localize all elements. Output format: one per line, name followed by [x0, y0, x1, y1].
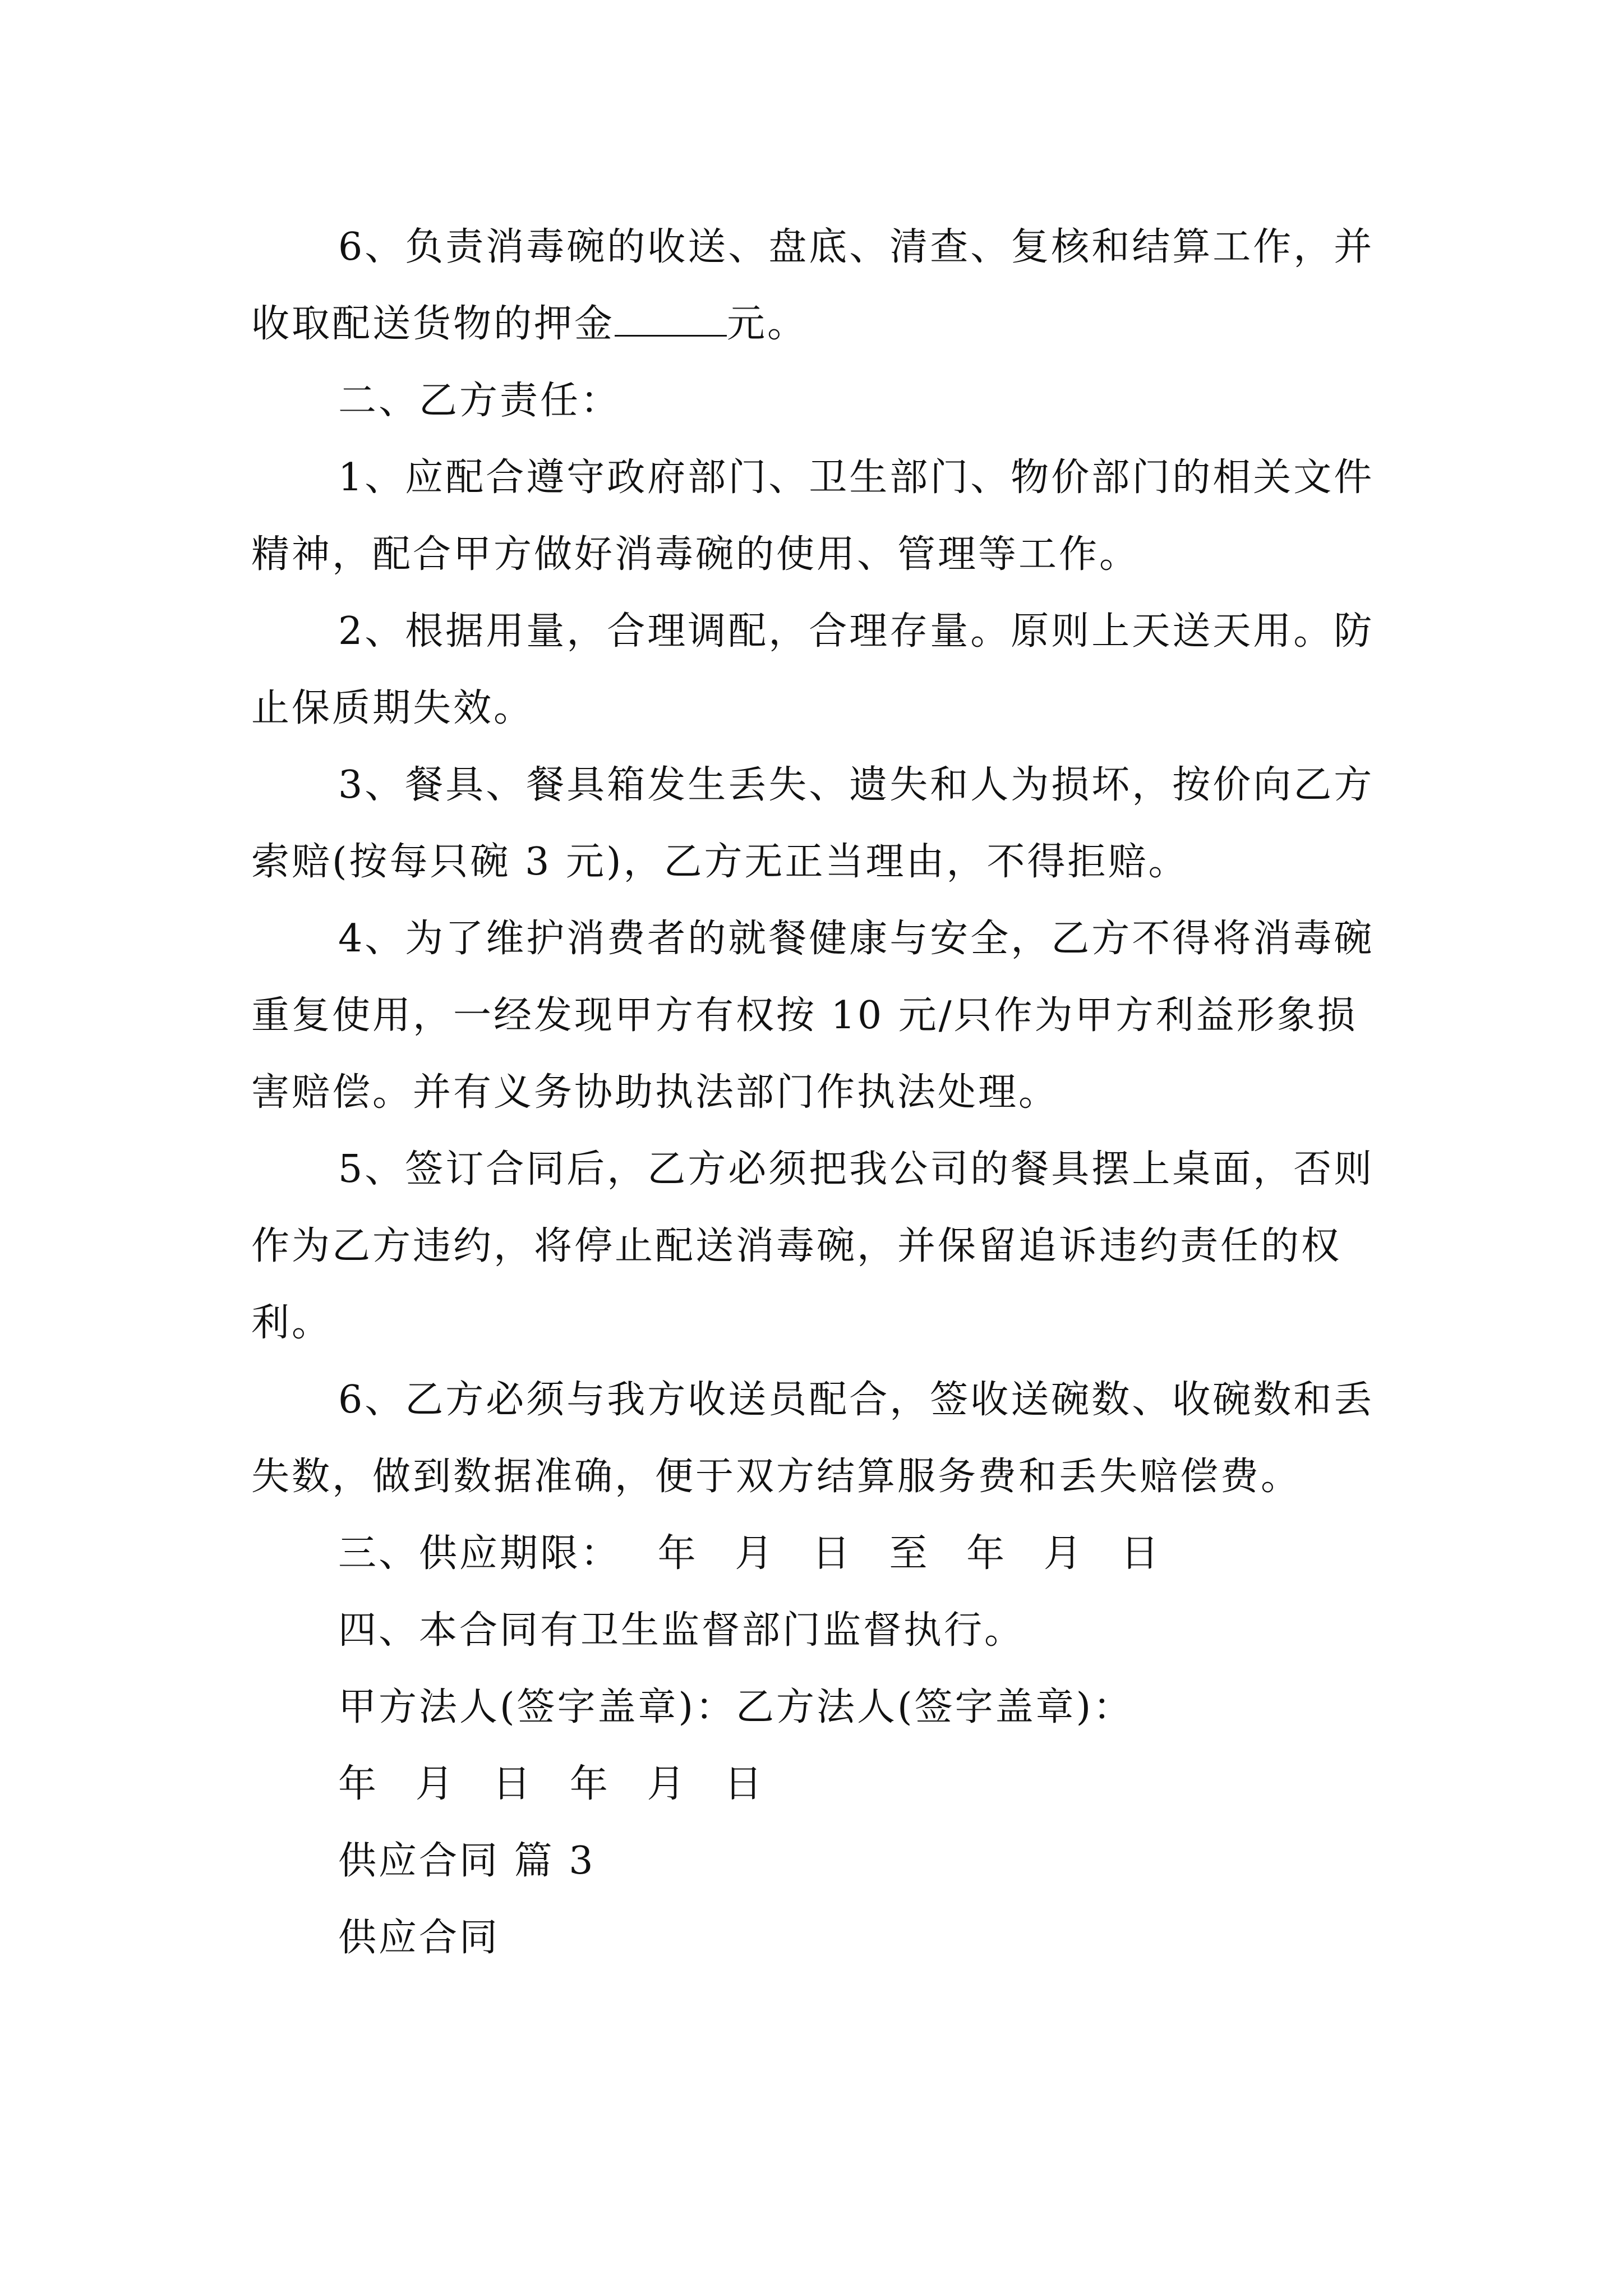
signature-line: 甲方法人(签字盖章)：乙方法人(签字盖章)：	[338, 1685, 1134, 1729]
clause-b4: 4、为了维护消费者的就餐健康与安全，乙方不得将消毒碗重复使用，一经发现甲方有权按 10 元/只作为甲方利益形象损害赔偿。并有义务协助执法部门作执法处理。	[251, 917, 1375, 1115]
supply-period: 三、供应期限： 年 月 日 至 年 月 日	[338, 1531, 1161, 1576]
document-body	[251, 209, 1384, 1976]
section-heading-party-b: 二、乙方责任：	[338, 379, 621, 423]
clause-b3: 3、餐具、餐具箱发生丢失、遗失和人为损坏，按价向乙方索赔(按每只碗 3 元)，乙方无正当理由，不得拒赔。	[251, 763, 1375, 884]
clause-a6	[251, 209, 1384, 362]
supervision-clause: 四、本合同有卫生监督部门监督执行。	[338, 1608, 1025, 1653]
clause-b5: 5、签订合同后，乙方必须把我公司的餐具摆上桌面，否则作为乙方违约，将停止配送消毒碗，并保留追诉违约责任的权利。	[251, 1147, 1375, 1345]
clause-b2: 2、根据用量，合理调配，合理存量。原则上天送天用。防止保质期失效。	[251, 609, 1375, 730]
clause-b6: 6、乙方必须与我方收送员配合，签收送碗数、收碗数和丢失数，做到数据准确，便于双方结算服务费和丢失赔偿费。	[251, 1378, 1375, 1499]
deposit-blank	[615, 306, 727, 337]
contract-section-title: 供应合同 篇 3	[338, 1839, 596, 1883]
contract-title: 供应合同	[338, 1916, 500, 1960]
clause-b1: 1、应配合遵守政府部门、卫生部门、物价部门的相关文件精神，配合甲方做好消毒碗的使用、管理等工作。	[251, 455, 1375, 577]
date-line: 年 月 日 年 月 日	[338, 1762, 765, 1806]
clause-a6-suffix: 元。	[727, 302, 808, 346]
clause-a6-text: 6、负责消毒碗的收送、盘底、清查、复核和结算工作，并收取配送货物的押金	[251, 225, 1375, 346]
